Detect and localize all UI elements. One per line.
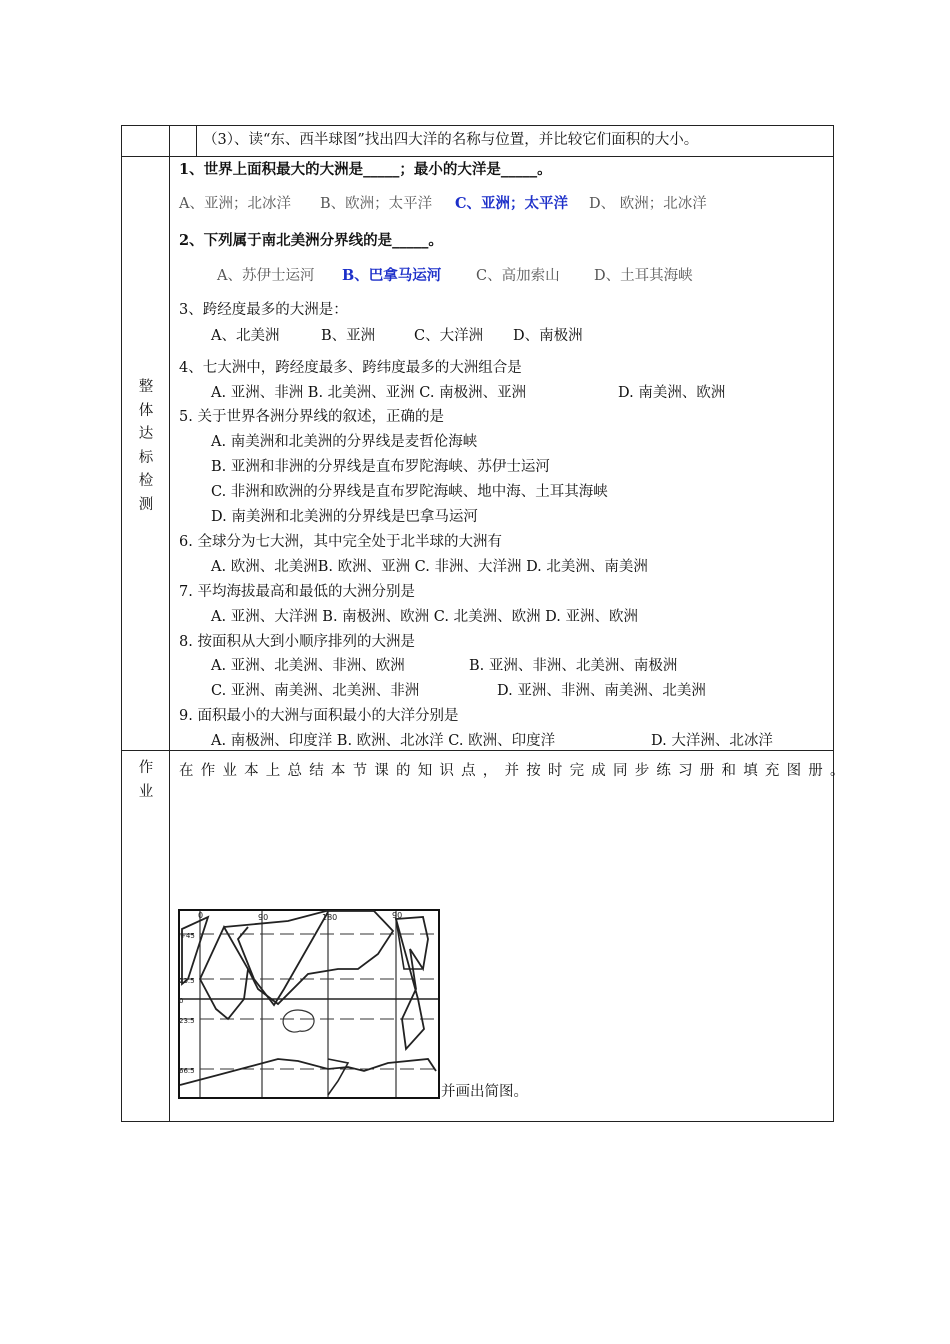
world-map-sketch	[178, 909, 440, 1099]
latitude-label: 23.5	[179, 1017, 195, 1025]
latitude-label: +45	[180, 932, 195, 940]
question-8-option-a: A. 亚洲、北美洲、非洲、欧洲	[211, 658, 405, 674]
question-3-option-d: D、南极洲	[513, 328, 583, 344]
question-8-stem: 8. 按面积从大到小顺序排列的大洲是	[179, 634, 415, 650]
question-1-option-c: C、亚洲；太平洋	[455, 195, 569, 212]
longitude-label: 90	[392, 911, 403, 920]
question-1-option-a: A、亚洲；北冰洋	[179, 196, 291, 212]
question-1-stem: 1、世界上面积最大的大洲是_____；最小的大洋是_____。	[179, 161, 552, 178]
row-divider-1	[121, 156, 834, 157]
question-7-stem: 7. 平均海拔最高和最低的大洲分别是	[179, 584, 415, 600]
question-2-option-c: C、高加索山	[476, 268, 560, 284]
question-4-stem: 4、七大洲中，跨经度最多、跨纬度最多的大洲组合是	[179, 360, 522, 376]
row-divider-2	[121, 750, 834, 751]
longitude-label: 90	[258, 913, 269, 922]
question-6-stem: 6. 全球分为七大洲，其中完全处于北半球的大洲有	[179, 534, 502, 550]
sketch-caption: 并画出简图。	[441, 1084, 528, 1100]
question-1-option-d: D、 欧洲；北冰洋	[589, 196, 707, 212]
question-4-option-d: D. 南美洲、欧洲	[618, 385, 726, 401]
column-divider-2	[196, 125, 197, 157]
latitude-label: 23.5	[179, 977, 195, 985]
question-5-option-b: B. 亚洲和非洲的分界线是直布罗陀海峡、苏伊士运河	[211, 459, 550, 475]
question-2-option-d: D、土耳其海峡	[594, 268, 693, 284]
question-5-option-a: A. 南美洲和北美洲的分界线是麦哲伦海峡	[211, 434, 478, 450]
question-3-option-a: A、北美洲	[211, 328, 280, 344]
question-4-options-abc: A. 亚洲、非洲 B. 北美洲、亚洲 C. 南极洲、亚洲	[211, 385, 527, 401]
question-9-option-d: D. 大洋洲、北冰洋	[651, 733, 773, 749]
section-label-test: 整 体 达 标 检 测	[138, 379, 154, 513]
question-8-option-d: D. 亚洲、非洲、南美洲、北美洲	[497, 683, 706, 699]
section-label-homework: 作 业	[138, 760, 154, 800]
question-6-options: A. 欧洲、北美洲B. 欧洲、亚洲 C. 非洲、大洋洲 D. 北美洲、南美洲	[211, 559, 648, 575]
latitude-label: 0	[179, 997, 184, 1005]
column-divider-1	[169, 125, 170, 1122]
question-5-option-c: C. 非洲和欧洲的分界线是直布罗陀海峡、地中海、土耳其海峡	[211, 484, 608, 500]
ocean-reading-task: （3）、读“东、西半球图”找出四大洋的名称与位置，并比较它们面积的大小。	[203, 132, 699, 148]
question-3-stem: 3、跨经度最多的大洲是：	[179, 302, 348, 318]
homework-text: 在作业本上总结本节课的知识点，并按时完成同步练习册和填充图册。	[179, 763, 852, 779]
question-3-option-c: C、大洋洲	[414, 328, 484, 344]
question-5-stem: 5. 关于世界各洲分界线的叙述，正确的是	[179, 409, 444, 425]
longitude-label: 180	[322, 913, 338, 922]
question-9-options-abc: A. 南极洲、印度洋 B. 欧洲、北冰洋 C. 欧洲、印度洋	[211, 733, 556, 749]
question-2-stem: 2、下列属于南北美洲分界线的是_____。	[179, 232, 443, 249]
latitude-label: 66.5	[179, 1067, 195, 1075]
question-8-option-c: C. 亚洲、南美洲、北美洲、非洲	[211, 683, 420, 699]
longitude-label: 0	[198, 911, 204, 920]
question-7-options: A. 亚洲、大洋洲 B. 南极洲、欧洲 C. 北美洲、欧洲 D. 亚洲、欧洲	[211, 609, 639, 625]
question-2-option-b: B、巴拿马运河	[342, 267, 442, 284]
question-2-option-a: A、苏伊士运河	[217, 268, 315, 284]
question-8-option-b: B. 亚洲、非洲、北美洲、南极洲	[469, 658, 678, 674]
question-9-stem: 9. 面积最小的大洲与面积最小的大洋分别是	[179, 708, 459, 724]
question-3-option-b: B、亚洲	[321, 328, 376, 344]
question-5-option-d: D. 南美洲和北美洲的分界线是巴拿马运河	[211, 509, 478, 525]
question-1-option-b: B、欧洲；太平洋	[320, 196, 433, 212]
